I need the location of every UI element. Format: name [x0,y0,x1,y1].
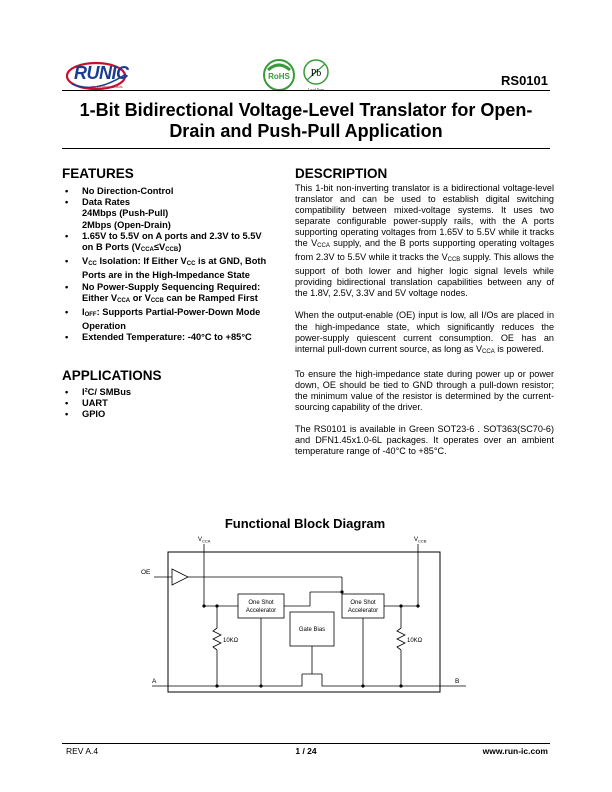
a-port-label: A [152,678,157,685]
svg-text:Accelerator: Accelerator [245,608,277,614]
application-item: • GPIO [62,409,284,420]
description-paragraph: This 1-bit non-inverting translator is a bidirectional voltage-level translator and can be used to establish digital switching compatibility between mixed-voltage systems. It uses two separate configurable power-supply rails, with the A ports supporting operating voltages from 1.65V to 5.5V while it tracks the VCCA supply, and the B ports supporting operating voltages from 2.3V to 5.5V while it tracks the VCCB supply. This allows the support of both lower and higher logic signal levels while providing bidirectional translation capabilities between any of the 1.8V, 2.5V, 3.3V and 5V voltage nodes. [295,183,554,299]
svg-text:Accelerator: Accelerator [347,608,379,614]
application-item: • I²C/ SMBus [62,387,284,398]
title-rule [62,148,550,149]
functional-block-diagram [130,532,482,702]
oe-label: OE [141,569,151,576]
description-heading: DESCRIPTION [295,166,388,181]
feature-item: • No Direction-Control [62,186,284,197]
footer-page-number: 1 / 24 [295,746,317,756]
pullup-resistor-a [213,628,221,650]
features-heading: FEATURES [62,166,134,181]
feature-item: • Extended Temperature: -40°C to +85°C [62,332,284,343]
resistor-b-label: 10KΩ [407,638,423,644]
svg-text:Gate Bias: Gate Bias [298,627,326,633]
footer-revision: REV A.4 [66,746,99,756]
one-shot-accelerator-a [238,594,284,618]
feature-item: • VCC Isolation: If Either VCC is at GND, Both Ports are in the High-Impedance State [62,256,284,281]
pb-label: Pb [310,68,322,79]
header-rule [62,90,550,91]
rohs-icon [262,58,296,92]
part-number: RS0101 [501,73,548,88]
lead-free-label: Lead Free [307,87,325,92]
page-title [62,100,550,142]
applications-heading: APPLICATIONS [62,368,162,383]
one-shot-accelerator-b [342,594,384,618]
b-port-label: B [455,678,460,685]
logo-tagline: Innovation Builds [92,84,123,89]
description-paragraph: When the output-enable (OE) input is low, all I/Os are placed in the high-impedance state, which significantly reduces the power-supply quiescent current consumption. OE has an internal pull-down current source, as long as VCCA is powered. [295,310,554,355]
pullup-resistor-b [397,628,405,650]
vccb-label: $V_{CCB}$ [414,537,427,544]
a-b-signal-path [152,674,466,686]
logo-text: RUNIC [74,63,129,83]
description-paragraph: To ensure the high-impedance state during power up or power down, OE should be tied to GND through a pull-down resistor; the minimum value of the resistor is determined by the current-sourcing capability of the driver. [295,368,554,412]
vcca-label: $V_{CCA}$ [198,537,211,544]
svg-text:One Shot: One Shot [350,600,376,606]
diagram-title: Functional Block Diagram [224,516,386,531]
description-paragraph: The RS0101 is available in Green SOT23-6 . SOT363(SC70-6) and DFN1.45x1.0-6L packages. It operates over an ambient temperature range of -40°C to +85°C. [295,423,554,456]
features-list [62,186,284,344]
feature-item: • Data Rates 24Mbps (Push-Pull) 2Mbps (Open-Drain) [62,197,284,231]
footer-website[interactable]: www.run-ic.com [482,746,548,756]
lead-free-icon [300,58,332,92]
oe-buffer [172,569,188,585]
description-body [295,183,554,468]
resistor-a-label: 10KΩ [223,638,239,644]
rohs-label: RoHS [268,72,290,81]
footer-rule [62,743,550,744]
svg-text:One Shot: One Shot [248,600,274,606]
title-line-1: 1-Bit Bidirectional Voltage-Level Translator for Open- [79,100,533,120]
feature-item: • IOFF: Supports Partial-Power-Down Mode Operation [62,307,284,332]
title-line-2: Drain and Push-Pull Application [169,121,443,141]
application-item: • UART [62,398,284,409]
feature-item: • 1.65V to 5.5V on A ports and 2.3V to 5.5V on B Ports (VCCA≤VCCB) [62,231,284,256]
applications-list [62,387,284,421]
feature-item: • No Power-Supply Sequencing Required: Either VCCA or VCCB can be Ramped First [62,282,284,307]
